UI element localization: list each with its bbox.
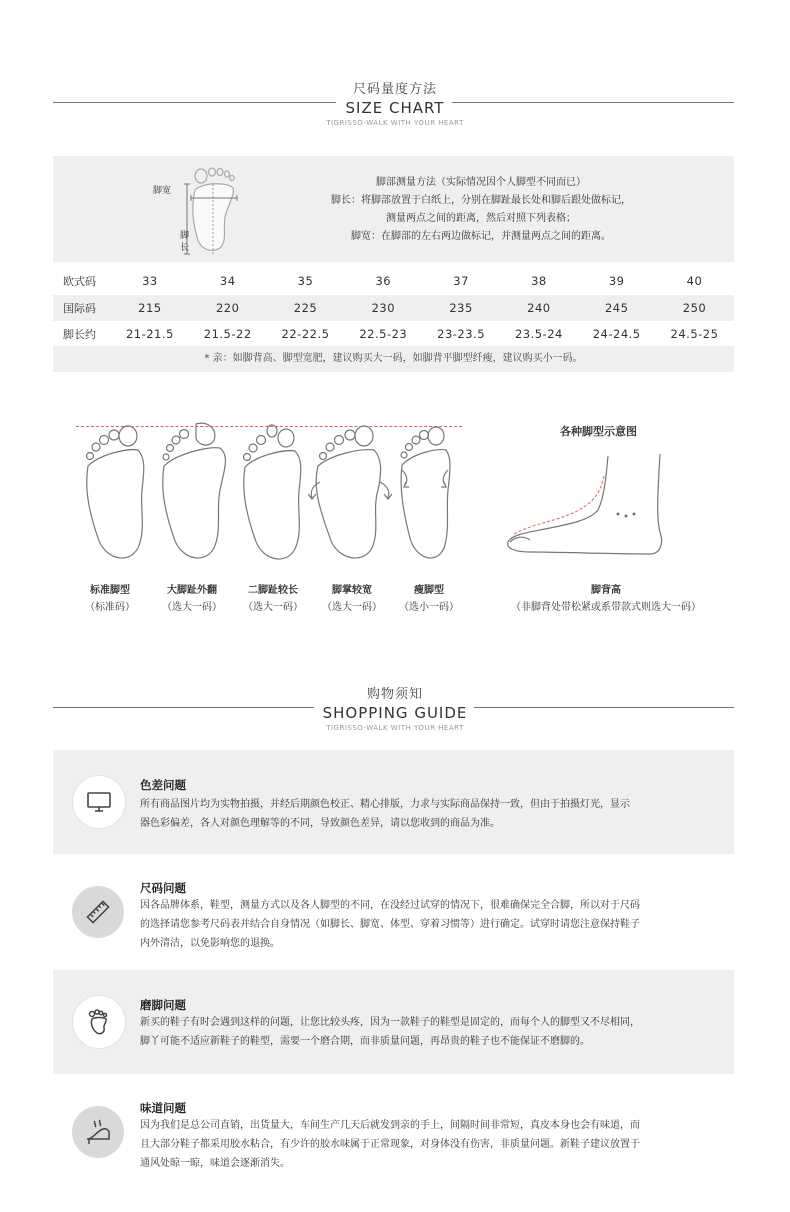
- footprint-icon: [72, 995, 126, 1049]
- guide-title-cn: 购物须知: [366, 687, 423, 702]
- guide-subtitle: TIGRISSO-WALK WITH YOUR HEART: [326, 724, 464, 732]
- divider-right: [474, 707, 734, 708]
- wide-foot-icon: [306, 420, 396, 570]
- size-cell: 240: [527, 301, 551, 315]
- size-row-length: [53, 321, 734, 347]
- size-note: * 亲：如脚背高、脚型宽肥，建议购买大一码，如脚背平脚型纤瘦，建议购买小一码。: [53, 346, 734, 372]
- card-body: [140, 896, 720, 953]
- foot-type-label: [228, 582, 318, 616]
- foot-type-advice: （选小一码）: [399, 602, 459, 613]
- standard-foot-icon: [80, 420, 160, 570]
- size-cell: 33: [142, 274, 158, 288]
- size-chart-subtitle: TIGRISSO-WALK WITH YOUR HEART: [326, 119, 464, 127]
- foot-type-name: 二脚趾较长: [248, 585, 298, 596]
- card-title: 磨脚问题: [140, 998, 186, 1012]
- size-cell: 37: [453, 274, 469, 288]
- foot-type-name: 标准脚型: [90, 585, 130, 596]
- card-body: [140, 1013, 720, 1051]
- card-line: 内外清洁，以免影响您的退换。: [140, 938, 280, 949]
- size-cell: 35: [297, 274, 314, 288]
- card-body: [140, 795, 720, 833]
- size-cell: 40: [686, 274, 703, 288]
- size-cell: 245: [604, 301, 629, 315]
- foot-types-side-title: 各种脚型示意图: [560, 425, 637, 438]
- measure-line: 测量两点之间的距离，然后对照下列表格；: [386, 213, 576, 224]
- size-cell: 22.5-23: [359, 327, 408, 341]
- size-cell: 220: [215, 301, 240, 315]
- monitor-icon: [72, 775, 126, 829]
- size-chart-title-en: SIZE CHART: [345, 99, 445, 117]
- foot-type-advice: （选大一码）: [243, 602, 303, 613]
- size-cell: 225: [293, 301, 318, 315]
- card-line: 所有商品图片均为实物拍摄，并经后期颜色校正、精心排版，力求与实际商品保持一致，但由于拍摄灯光，显示: [140, 799, 630, 810]
- card-line: 且大部分鞋子都采用胶水粘合，有少许的胶水味属于正常现象，对身体没有伤害，非质量问题。新鞋子建议放置于: [140, 1139, 640, 1150]
- measure-method-box: [53, 156, 734, 262]
- foot-length-label-1: 脚: [180, 231, 190, 241]
- foot-type-advice: （选大一码）: [322, 602, 382, 613]
- foot-length-label-2: 长: [180, 243, 190, 253]
- foot-width-label: 脚宽: [153, 186, 172, 196]
- foot-type-advice: （选大一码）: [162, 602, 222, 613]
- size-cell: 39: [608, 274, 625, 288]
- measure-line: 脚部测量方法（实际情况因个人脚型不同而已）: [376, 177, 586, 188]
- guide-title-en: SHOPPING GUIDE: [322, 704, 468, 722]
- instep-name: 脚背高: [591, 585, 621, 596]
- card-title: 尺码问题: [140, 881, 186, 895]
- ruler-icon: [72, 886, 124, 938]
- card-title: 色差问题: [140, 778, 186, 792]
- foot-type-name: 脚掌较宽: [332, 585, 372, 596]
- row-label: 欧式码: [63, 275, 96, 288]
- size-cell: 24-24.5: [592, 327, 641, 341]
- foot-type-name: 瘦脚型: [414, 585, 444, 596]
- foot-type-advice: （标准码）: [85, 602, 135, 613]
- foot-type-name: 大脚趾外翻: [167, 585, 217, 596]
- card-title: 味道问题: [140, 1101, 186, 1115]
- card-line: 脚丫可能不适应新鞋子的鞋型，需要一个磨合期，而非质量问题，再昂贵的鞋子也不能保证不磨脚的。: [140, 1036, 590, 1047]
- measure-method-text: [266, 174, 696, 246]
- instep-label: [486, 582, 726, 616]
- divider-right: [452, 102, 734, 103]
- measure-line: 脚长：将脚部放置于白纸上，分别在脚趾最长处和脚后跟处做标记，: [331, 195, 631, 206]
- card-body: [140, 1116, 720, 1173]
- row-label: 国际码: [63, 302, 96, 315]
- guide-card-odor: [53, 1082, 734, 1182]
- high-instep-foot-icon: [500, 448, 670, 566]
- card-line: 通风处晾一晾，味道会逐渐消失。: [140, 1158, 290, 1169]
- high-heel-icon: [72, 1106, 124, 1158]
- bunion-foot-icon: [158, 418, 238, 570]
- size-cell: 250: [682, 301, 707, 315]
- size-row-intl: [53, 295, 734, 321]
- size-cell: 215: [138, 301, 162, 315]
- size-cell: 24.5-25: [670, 327, 719, 341]
- card-line: 新买的鞋子有时会遇到这样的问题，让您比较头疼，因为一款鞋子的鞋型是固定的，而每个人的脚型又不尽相同，: [140, 1017, 640, 1028]
- guide-card-rubbing: [53, 970, 734, 1074]
- guide-card-color: [53, 750, 734, 854]
- card-line: 因各品牌体系，鞋型，测量方式以及各人脚型的不同，在没经过试穿的情况下，很难确保完全合脚，所以对于尺码: [140, 900, 640, 911]
- size-cell: 38: [531, 274, 547, 288]
- card-line: 的选择请您参考尺码表并结合自身情况（如脚长、脚宽、体型、穿着习惯等）进行确定。试穿时请您注意保持鞋子: [140, 919, 640, 930]
- row-label: 脚长约: [63, 328, 96, 341]
- size-cell: 230: [371, 301, 396, 315]
- size-cell: 23.5-24: [514, 327, 563, 341]
- size-row-eu: [53, 268, 734, 294]
- size-cell: 235: [449, 301, 473, 315]
- guide-card-size: [53, 862, 734, 962]
- size-cell: 23-23.5: [437, 327, 486, 341]
- size-cell: 21-21.5: [125, 327, 174, 341]
- slim-foot-icon: [394, 420, 464, 570]
- size-cell: 22-22.5: [281, 327, 330, 341]
- card-line: 器色彩偏差，各人对颜色理解等的不同，导致颜色差异，请以您收到的商品为准。: [140, 818, 500, 829]
- measure-line: 脚宽：在脚部的左右两边做标记，并测量两点之间的距离。: [351, 231, 611, 242]
- foot-type-label: [65, 582, 155, 616]
- size-cell: 21.5-22: [203, 327, 252, 341]
- size-cell: 34: [219, 274, 236, 288]
- divider-left: [53, 707, 314, 708]
- instep-advice: （非脚背处带松紧或系带款式则选大一码）: [511, 602, 701, 613]
- foot-type-label: [147, 582, 237, 616]
- divider-left: [53, 102, 336, 103]
- card-line: 因为我们是总公司直销，出货量大，车间生产几天后就发到亲的手上，间隔时间非常短，真皮本身也会有味道，而: [140, 1120, 640, 1131]
- size-cell: 36: [375, 274, 392, 288]
- foot-type-label: [384, 582, 474, 616]
- size-chart-title-cn: 尺码量度方法: [352, 82, 437, 97]
